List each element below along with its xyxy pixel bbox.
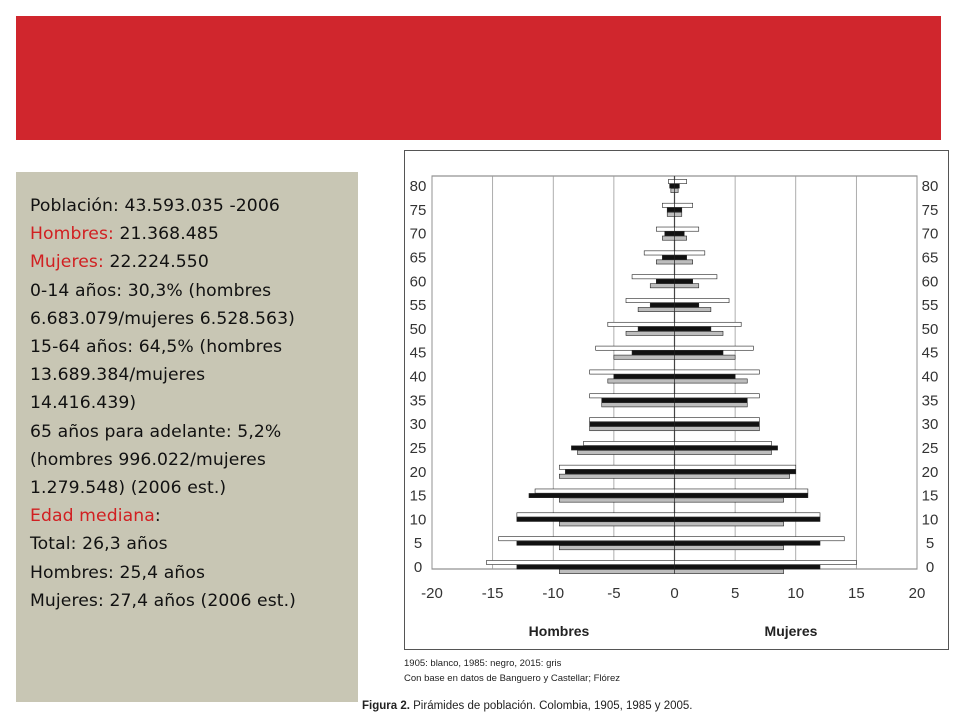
y-tick-right: 45 bbox=[921, 344, 939, 362]
bar-mujeres-2015-55 bbox=[675, 307, 711, 311]
hombres-value: 21.368.485 bbox=[113, 224, 219, 245]
bar-mujeres-2015-70 bbox=[675, 236, 687, 240]
y-tick-left: 70 bbox=[409, 225, 427, 243]
bar-hombres-1985-45 bbox=[632, 351, 674, 355]
y-tick-right: 50 bbox=[921, 320, 939, 338]
y-tick-left: 75 bbox=[409, 201, 427, 219]
y-tick-left: 65 bbox=[409, 249, 427, 267]
bar-mujeres-2015-5 bbox=[675, 546, 784, 550]
bar-hombres-2015-15 bbox=[559, 498, 674, 502]
bar-mujeres-2015-0 bbox=[675, 569, 784, 573]
bar-mujeres-1905-50 bbox=[675, 322, 742, 326]
x-tick-label: -15 bbox=[481, 585, 504, 602]
bar-mujeres-1905-25 bbox=[675, 441, 772, 445]
bar-hombres-2015-5 bbox=[559, 546, 674, 550]
y-tick-right: 0 bbox=[925, 559, 935, 576]
info-mujeres bbox=[30, 248, 358, 276]
y-tick-right: 40 bbox=[921, 368, 939, 386]
info-1564-a: 15-64 años: 64,5% (hombres bbox=[30, 337, 283, 358]
info-65-a: 65 años para adelante: 5,2% bbox=[30, 421, 282, 442]
bar-mujeres-2015-50 bbox=[675, 331, 724, 335]
bar-mujeres-1905-35 bbox=[675, 394, 760, 398]
label-mujeres: Mujeres bbox=[764, 623, 818, 639]
bar-hombres-1905-65 bbox=[644, 251, 674, 255]
bar-mujeres-1905-75 bbox=[675, 203, 693, 207]
bar-mujeres-1985-0 bbox=[675, 565, 821, 569]
mediana-colon: : bbox=[154, 506, 161, 527]
info-1564-c: 14.416.439) bbox=[30, 393, 137, 414]
bar-hombres-1985-70 bbox=[665, 232, 675, 236]
bar-mujeres-1905-45 bbox=[675, 346, 754, 350]
mujeres-value: 22.224.550 bbox=[103, 252, 209, 273]
y-tick-left: 40 bbox=[409, 368, 427, 386]
info-hombres bbox=[30, 220, 358, 248]
hombres-label: Hombres: bbox=[30, 224, 114, 245]
y-tick-right: 55 bbox=[921, 297, 939, 315]
bar-hombres-2015-65 bbox=[656, 260, 674, 264]
y-tick-right: 10 bbox=[921, 511, 939, 529]
figure-caption bbox=[362, 700, 693, 712]
x-tick-label: 15 bbox=[848, 585, 865, 602]
y-tick-left: 15 bbox=[409, 487, 427, 505]
population-pyramid-chart bbox=[404, 150, 949, 650]
figure-note-colors: 1905: blanco, 1985: negro, 2015: gris bbox=[404, 658, 562, 669]
mediana-label: Edad mediana bbox=[30, 506, 155, 527]
bar-hombres-1905-0 bbox=[487, 560, 675, 564]
info-panel bbox=[16, 172, 358, 702]
bar-hombres-1985-80 bbox=[670, 184, 675, 188]
info-mediana bbox=[30, 502, 358, 530]
bar-mujeres-2015-15 bbox=[675, 498, 784, 502]
bar-mujeres-1985-15 bbox=[675, 493, 808, 497]
bar-hombres-1985-0 bbox=[517, 565, 675, 569]
info-014-a: 0-14 años: 30,3% (hombres bbox=[30, 280, 272, 301]
info-poblacion: Población: 43.593.035 -2006 bbox=[30, 196, 280, 216]
bar-hombres-1905-80 bbox=[668, 179, 674, 183]
caption-text: Pirámides de población. Colombia, 1905, 1985 y 2005. bbox=[409, 700, 693, 712]
bar-mujeres-1905-5 bbox=[675, 537, 845, 541]
bar-hombres-1985-65 bbox=[662, 255, 674, 259]
bar-mujeres-2015-25 bbox=[675, 450, 772, 454]
info-65-b: (hombres 996.022/mujeres bbox=[30, 449, 266, 470]
bar-hombres-2015-55 bbox=[638, 307, 674, 311]
bar-mujeres-1985-70 bbox=[675, 232, 685, 236]
bar-hombres-2015-35 bbox=[602, 403, 675, 407]
bar-mujeres-1905-30 bbox=[675, 418, 760, 422]
caption-number: Figura 2. bbox=[362, 700, 410, 712]
bar-mujeres-1985-5 bbox=[675, 541, 821, 545]
x-tick-label: -5 bbox=[607, 585, 621, 602]
y-tick-left: 55 bbox=[409, 297, 427, 315]
bar-mujeres-1985-35 bbox=[675, 398, 748, 402]
bar-hombres-1905-10 bbox=[517, 513, 675, 517]
bar-mujeres-1905-70 bbox=[675, 227, 699, 231]
x-tick-label: 20 bbox=[908, 585, 926, 602]
bar-hombres-2015-0 bbox=[559, 569, 674, 573]
bar-mujeres-1985-40 bbox=[675, 374, 736, 378]
bar-hombres-2015-75 bbox=[667, 212, 674, 216]
x-tick-label: -10 bbox=[542, 585, 565, 602]
bar-hombres-2015-25 bbox=[578, 450, 675, 454]
x-tick-label: 10 bbox=[787, 585, 805, 602]
bar-mujeres-1985-45 bbox=[675, 351, 724, 355]
bar-hombres-1905-40 bbox=[590, 370, 675, 374]
y-tick-left: 45 bbox=[409, 344, 427, 362]
x-tick-label: 0 bbox=[670, 585, 679, 602]
bar-hombres-1905-25 bbox=[584, 441, 675, 445]
bar-hombres-2015-10 bbox=[559, 522, 674, 526]
bar-hombres-1985-15 bbox=[529, 493, 675, 497]
bar-mujeres-1985-50 bbox=[675, 327, 711, 331]
label-hombres: Hombres bbox=[528, 623, 590, 639]
bar-mujeres-1905-20 bbox=[675, 465, 796, 469]
bar-hombres-1985-55 bbox=[650, 303, 674, 307]
y-tick-left: 50 bbox=[409, 320, 427, 338]
bar-mujeres-1905-65 bbox=[675, 251, 705, 255]
figure-note-source: Con base en datos de Banguero y Castellar; Flórez bbox=[404, 673, 620, 684]
bar-mujeres-1985-55 bbox=[675, 303, 699, 307]
bar-hombres-2015-70 bbox=[662, 236, 674, 240]
bar-hombres-1985-35 bbox=[602, 398, 675, 402]
bar-hombres-1905-70 bbox=[656, 227, 674, 231]
bar-mujeres-1985-60 bbox=[675, 279, 693, 283]
bar-hombres-2015-30 bbox=[590, 427, 675, 431]
info-65-c: 1.279.548) (2006 est.) bbox=[30, 478, 227, 499]
info-med-mujeres: Mujeres: 27,4 años (2006 est.) bbox=[30, 590, 296, 611]
bar-mujeres-2015-30 bbox=[675, 427, 760, 431]
bar-mujeres-2015-45 bbox=[675, 355, 736, 359]
bar-hombres-2015-20 bbox=[559, 474, 674, 478]
x-tick-label: -20 bbox=[421, 585, 443, 602]
bar-hombres-2015-80 bbox=[671, 188, 675, 192]
info-014-b: 6.683.079/mujeres 6.528.563) bbox=[30, 308, 295, 329]
bar-hombres-1985-25 bbox=[571, 446, 674, 450]
y-tick-right: 65 bbox=[921, 249, 939, 267]
population-info bbox=[30, 192, 358, 615]
bar-hombres-1985-30 bbox=[590, 422, 675, 426]
y-tick-right: 30 bbox=[921, 416, 939, 434]
bar-mujeres-1905-10 bbox=[675, 513, 821, 517]
mujeres-label: Mujeres: bbox=[30, 252, 104, 273]
y-tick-right: 5 bbox=[925, 535, 935, 553]
bar-hombres-1905-50 bbox=[608, 322, 675, 326]
bar-hombres-2015-50 bbox=[626, 331, 675, 335]
bar-hombres-1985-40 bbox=[614, 374, 675, 378]
bar-hombres-1905-15 bbox=[535, 489, 674, 493]
x-tick-label: 5 bbox=[730, 585, 740, 602]
bar-mujeres-2015-35 bbox=[675, 403, 748, 407]
y-tick-left: 10 bbox=[409, 511, 427, 529]
bar-mujeres-1985-25 bbox=[675, 446, 778, 450]
y-tick-right: 15 bbox=[921, 487, 939, 505]
bar-mujeres-1985-80 bbox=[675, 184, 680, 188]
bar-hombres-1985-50 bbox=[638, 327, 674, 331]
bar-mujeres-1905-60 bbox=[675, 275, 717, 279]
bar-mujeres-1905-15 bbox=[675, 489, 808, 493]
bar-mujeres-2015-40 bbox=[675, 379, 748, 383]
header-banner bbox=[16, 16, 941, 140]
y-tick-left: 80 bbox=[409, 178, 427, 195]
bar-mujeres-1985-30 bbox=[675, 422, 760, 426]
bar-mujeres-1905-80 bbox=[675, 179, 687, 183]
bar-hombres-1905-55 bbox=[626, 298, 675, 302]
y-tick-left: 60 bbox=[409, 273, 427, 291]
bar-hombres-1905-60 bbox=[632, 275, 674, 279]
info-total: Total: 26,3 años bbox=[30, 534, 168, 555]
bar-mujeres-1905-0 bbox=[675, 560, 857, 564]
y-tick-left: 0 bbox=[413, 559, 423, 576]
bar-hombres-1905-35 bbox=[590, 394, 675, 398]
y-tick-left: 25 bbox=[409, 439, 427, 457]
y-tick-right: 35 bbox=[921, 392, 939, 410]
y-tick-left: 35 bbox=[409, 392, 427, 410]
bar-mujeres-2015-60 bbox=[675, 284, 699, 288]
y-tick-left: 30 bbox=[409, 416, 427, 434]
bar-mujeres-1905-40 bbox=[675, 370, 760, 374]
y-tick-right: 25 bbox=[921, 439, 939, 457]
info-1564-b: 13.689.384/mujeres bbox=[30, 365, 206, 386]
bar-hombres-1985-5 bbox=[517, 541, 675, 545]
bar-hombres-1985-75 bbox=[667, 208, 674, 212]
y-tick-right: 20 bbox=[921, 463, 939, 481]
bar-hombres-1905-5 bbox=[499, 537, 675, 541]
bar-hombres-1905-30 bbox=[590, 418, 675, 422]
bar-hombres-2015-40 bbox=[608, 379, 675, 383]
bar-mujeres-1905-55 bbox=[675, 298, 730, 302]
bar-mujeres-2015-10 bbox=[675, 522, 784, 526]
bar-hombres-1985-60 bbox=[656, 279, 674, 283]
y-tick-right: 75 bbox=[921, 201, 939, 219]
bar-hombres-1905-75 bbox=[662, 203, 674, 207]
bar-mujeres-1985-20 bbox=[675, 470, 796, 474]
bar-mujeres-2015-75 bbox=[675, 212, 682, 216]
bar-mujeres-2015-80 bbox=[675, 188, 679, 192]
y-tick-right: 60 bbox=[921, 273, 939, 291]
y-tick-left: 20 bbox=[409, 463, 427, 481]
bar-mujeres-1985-75 bbox=[675, 208, 682, 212]
y-tick-right: 80 bbox=[921, 178, 939, 195]
pyramid-svg bbox=[404, 150, 949, 650]
info-med-hombres: Hombres: 25,4 años bbox=[30, 562, 205, 583]
bar-mujeres-1985-10 bbox=[675, 517, 821, 521]
bar-hombres-1985-20 bbox=[565, 470, 674, 474]
bar-hombres-1905-45 bbox=[596, 346, 675, 350]
y-tick-left: 5 bbox=[413, 535, 423, 553]
y-tick-right: 70 bbox=[921, 225, 939, 243]
bar-hombres-1985-10 bbox=[517, 517, 675, 521]
bar-mujeres-1985-65 bbox=[675, 255, 687, 259]
bar-mujeres-2015-20 bbox=[675, 474, 790, 478]
bar-hombres-2015-60 bbox=[650, 284, 674, 288]
bar-hombres-2015-45 bbox=[614, 355, 675, 359]
bar-hombres-1905-20 bbox=[559, 465, 674, 469]
bar-mujeres-2015-65 bbox=[675, 260, 693, 264]
